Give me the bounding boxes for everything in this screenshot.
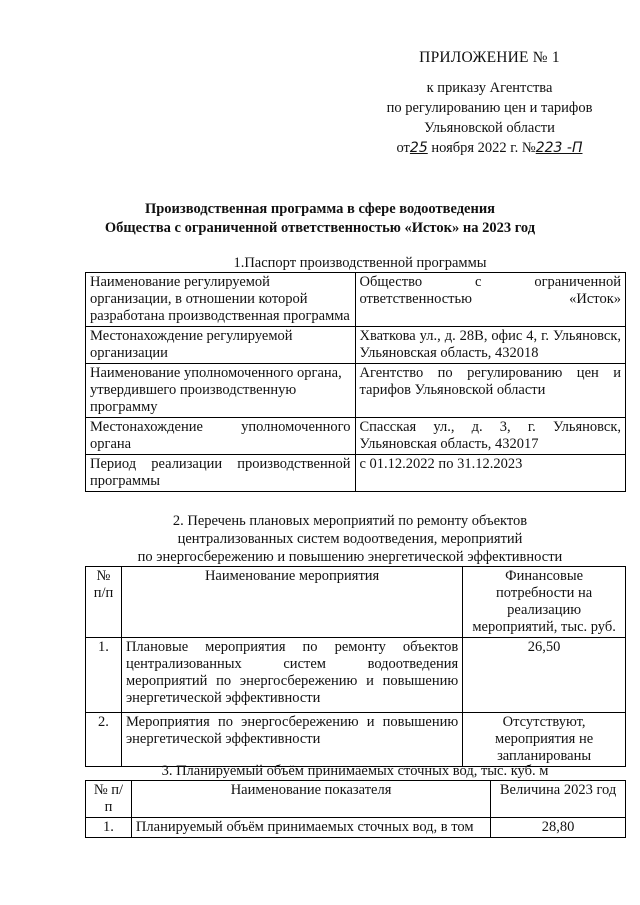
row-label: Наименование регулируемой организации, в отношении которой разработана производственная программа [86, 273, 356, 327]
header-name: Наименование показателя [131, 781, 490, 818]
row-value: 28,80 [491, 818, 626, 838]
row-value: Хваткова ул., д. 28В, офис 4, г. Ульяновск, Ульяновская область, 432018 [355, 327, 626, 364]
row-value: Спасская ул., д. 3, г. Ульяновск, Ульяновская область, 432017 [355, 418, 626, 455]
table-row [86, 364, 626, 418]
row-num: 2. [86, 713, 122, 767]
title-line-2: Общества с ограниченной ответственностью «Исток» на 2023 год [104, 220, 536, 236]
annex-heading: ПРИЛОЖЕНИЕ № 1 [419, 49, 560, 66]
date-rest: ноября 2022 г. № [431, 140, 536, 156]
header-value: Величина 2023 год [491, 781, 626, 818]
row-value: Агентство по регулированию цен и тарифов Ульяновской области [355, 364, 626, 418]
row-label: Наименование уполномоченного органа, утвердившего производственную программу [86, 364, 356, 418]
handwritten-order-number: 223 -П [535, 140, 583, 156]
table-row [86, 638, 626, 713]
date-prefix: от [396, 140, 410, 156]
annex-line-3: Ульяновской области [424, 120, 555, 136]
table-header-row [86, 781, 626, 818]
row-value: Отсутствуют, мероприятия не запланированы [463, 713, 626, 767]
table-row [86, 818, 626, 838]
section2-heading-line-3: по энергосбережению и повышению энергетической эффективности [137, 549, 563, 565]
row-label: Местонахождение регулируемой организации [86, 327, 356, 364]
header-finance: Финансовые потребности на реализацию мероприятий, тыс. руб. [463, 567, 626, 638]
header-name: Наименование мероприятия [121, 567, 462, 638]
section3-heading: 3. Планируемый объём принимаемых сточных вод, тыс. куб. м [161, 763, 549, 779]
table-row [86, 327, 626, 364]
passport-table [85, 272, 626, 492]
section1-heading: 1.Паспорт производственной программы [233, 255, 487, 271]
annex-line-2: по регулированию цен и тарифов [386, 100, 593, 116]
title-line-1: Производственная программа в сфере водоотведения [144, 201, 496, 217]
annex-date-line [367, 138, 612, 158]
row-num: 1. [86, 818, 132, 838]
table-header-row [86, 567, 626, 638]
header-num: № п/п [86, 567, 122, 638]
volume-table [85, 780, 626, 838]
header-num: № п/п [86, 781, 132, 818]
table-row [86, 713, 626, 767]
row-value: 26,50 [463, 638, 626, 713]
row-label: Местонахождение уполномоченного органа [86, 418, 356, 455]
row-name: Мероприятия по энергосбережению и повышению энергетической эффективности [121, 713, 462, 767]
row-value: с 01.12.2022 по 31.12.2023 [355, 455, 626, 492]
handwritten-day: 25 [409, 140, 428, 156]
row-value: Общество с ограниченной ответственностью «Исток» [355, 273, 626, 327]
annex-line-1: к приказу Агентства [426, 80, 553, 96]
table-row [86, 273, 626, 327]
section2-heading [0, 512, 640, 566]
page-title [0, 200, 640, 238]
row-name: Плановые мероприятия по ремонту объектов централизованных систем водоотведения мероприятий по энергосбережению и повышению энергетической эффективности [121, 638, 462, 713]
row-label: Период реализации производственной программы [86, 455, 356, 492]
section2-heading-line-1: 2. Перечень плановых мероприятий по ремонту объектов [172, 513, 528, 529]
table-row [86, 455, 626, 492]
measures-table [85, 566, 626, 767]
annex-block [367, 48, 612, 158]
table-row [86, 418, 626, 455]
section2-heading-line-2: централизованных систем водоотведения, мероприятий [177, 531, 523, 547]
row-num: 1. [86, 638, 122, 713]
row-name: Планируемый объём принимаемых сточных вод, в том [131, 818, 490, 838]
